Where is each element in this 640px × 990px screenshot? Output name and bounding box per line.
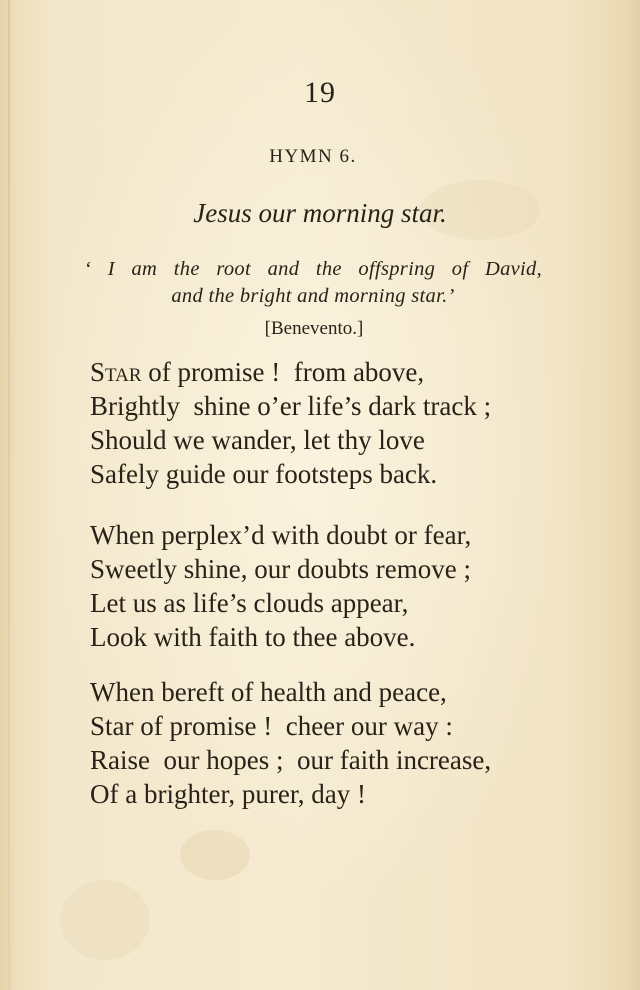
verse-line: Brightly shine o’er life’s dark track ;: [90, 391, 492, 421]
verse-line: Star of promise ! cheer our way :: [90, 711, 453, 741]
stanza: [90, 675, 491, 811]
verse-line: Of a brighter, purer, day !: [90, 779, 366, 809]
hymn-title: Jesus our morning star.: [193, 198, 447, 228]
verse-line: Should we wander, let thy love: [90, 425, 425, 455]
verse-line-text: of promise ! from above,: [141, 357, 425, 387]
verse-line: Safely guide our footsteps back.: [90, 459, 438, 489]
epigraph-line: ‘ I am the root and the offspring of David,: [84, 258, 542, 280]
verse-line: When bereft of health and peace,: [90, 677, 447, 707]
epigraph: [84, 256, 542, 310]
verse-line: Sweetly shine, our doubts remove ;: [90, 554, 471, 584]
hymn-number: HYMN 6.: [269, 146, 357, 167]
tune-name: [Benevento.]: [264, 318, 364, 339]
epigraph-line: and the bright and morning star.’: [171, 285, 455, 307]
stanza: [90, 518, 471, 654]
stanza: [90, 355, 491, 491]
verse-line: Let us as life’s clouds appear,: [90, 588, 409, 618]
verse-line: [90, 355, 491, 389]
verse-line: Look with faith to thee above.: [90, 622, 416, 652]
paper-stain: [60, 880, 150, 960]
verse-line: Raise our hopes ; our faith increase,: [90, 745, 492, 775]
drop-word: Star: [90, 357, 142, 387]
verse-line: When perplex’d with doubt or fear,: [90, 520, 472, 550]
paper-stain: [180, 830, 250, 880]
page-number: 19: [304, 76, 336, 109]
